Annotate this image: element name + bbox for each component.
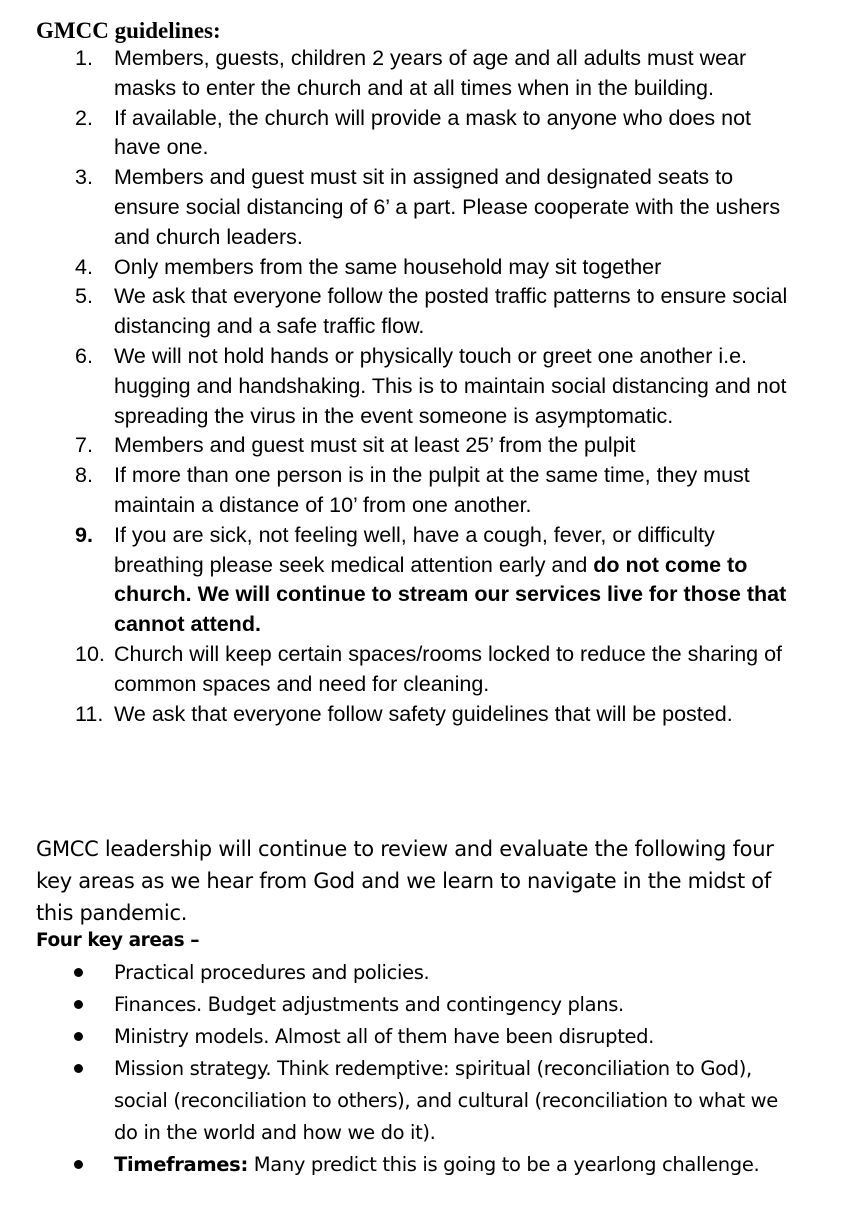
guidelines-list <box>0 44 794 729</box>
guideline-number: 3. <box>75 165 93 190</box>
guideline-item <box>0 640 794 700</box>
guideline-text: Members and guest must sit at least 25’ from the pulpit <box>114 433 636 458</box>
key-area-label: Timeframes: <box>114 1153 248 1176</box>
guideline-text: We ask that everyone follow safety guidelines that will be posted. <box>114 701 733 726</box>
guideline-text: Members, guests, children 2 years of age and all adults must wear masks to enter the church and at all times when in the building. <box>114 46 747 100</box>
guideline-number: 7. <box>75 433 93 458</box>
guideline-item <box>0 44 794 104</box>
guideline-item <box>0 431 794 461</box>
guideline-item <box>0 700 794 730</box>
guideline-item <box>0 342 794 431</box>
key-area-item <box>0 1053 794 1149</box>
guideline-item <box>0 461 794 521</box>
guideline-number: 4. <box>75 254 93 279</box>
bullet-icon <box>74 1064 83 1073</box>
guideline-number: 6. <box>75 343 93 368</box>
guideline-text: If available, the church will provide a mask to anyone who does not have one. <box>114 105 752 160</box>
guideline-text: If you are sick, not feeling well, have a cough, fever, or difficulty breathing please seek medical attention early and <box>114 522 715 577</box>
guideline-number: 2. <box>75 105 93 130</box>
guideline-text: Members and guest must sit in assigned and designated seats to ensure social distancing of 6’ a part. Please cooperate with the ushers and church leaders. <box>114 165 781 249</box>
key-area-text: Mission strategy. Think redemptive: spiritual (reconciliation to God), social (reconciliation to others), and cultural (reconciliation to what we do in the world and how we do it). <box>114 1057 778 1144</box>
key-areas-heading: Four key areas – <box>36 930 200 951</box>
guideline-item <box>0 104 794 164</box>
bullet-icon <box>74 1160 83 1169</box>
key-area-item <box>0 1021 794 1053</box>
key-area-text: Finances. Budget adjustments and contingency plans. <box>114 993 624 1016</box>
key-area-item <box>0 957 794 989</box>
guideline-number: 1. <box>75 46 93 70</box>
guideline-number: 10. <box>75 641 105 666</box>
bullet-icon <box>74 1032 83 1041</box>
key-area-item <box>0 1149 794 1181</box>
guideline-text: Church will keep certain spaces/rooms locked to reduce the sharing of common spaces and need for cleaning. <box>114 641 783 696</box>
guideline-number: 9. <box>75 522 93 547</box>
bullet-icon <box>74 968 83 977</box>
bullet-icon <box>74 1000 83 1009</box>
guideline-text: We ask that everyone follow the posted traffic patterns to ensure social distancing and a safe traffic flow. <box>114 284 788 339</box>
key-area-text: Many predict this is going to be a yearlong challenge. <box>247 1153 760 1176</box>
guideline-text: If more than one person is in the pulpit at the same time, they must maintain a distance of 10’ from one another. <box>114 463 750 517</box>
guideline-item <box>0 163 794 252</box>
guideline-item <box>0 521 794 640</box>
guidelines-heading: GMCC guidelines: <box>36 18 221 43</box>
guideline-item <box>0 253 794 283</box>
guideline-item <box>0 282 794 342</box>
guideline-number: 8. <box>75 463 93 488</box>
guideline-text: Only members from the same household may sit together <box>114 254 662 279</box>
guideline-number: 5. <box>75 284 93 309</box>
leadership-paragraph: GMCC leadership will continue to review and evaluate the following four key areas as we hear from God and we learn to navigate in the midst of this pandemic. <box>36 837 774 925</box>
guideline-number: 11. <box>75 701 104 726</box>
key-area-text: Practical procedures and policies. <box>114 961 430 984</box>
guideline-emphasis-text: do not come to church. We will continue to stream our services live for those that cannot attend. <box>114 552 787 637</box>
guideline-text: We will not hold hands or physically touch or greet one another i.e. hugging and handshaking. This is to maintain social distancing and not spreading the virus in the event someone is asymptomatic. <box>114 343 787 428</box>
key-areas-list <box>0 957 794 1181</box>
key-area-item <box>0 989 794 1021</box>
key-area-text: Ministry models. Almost all of them have been disrupted. <box>114 1025 655 1048</box>
